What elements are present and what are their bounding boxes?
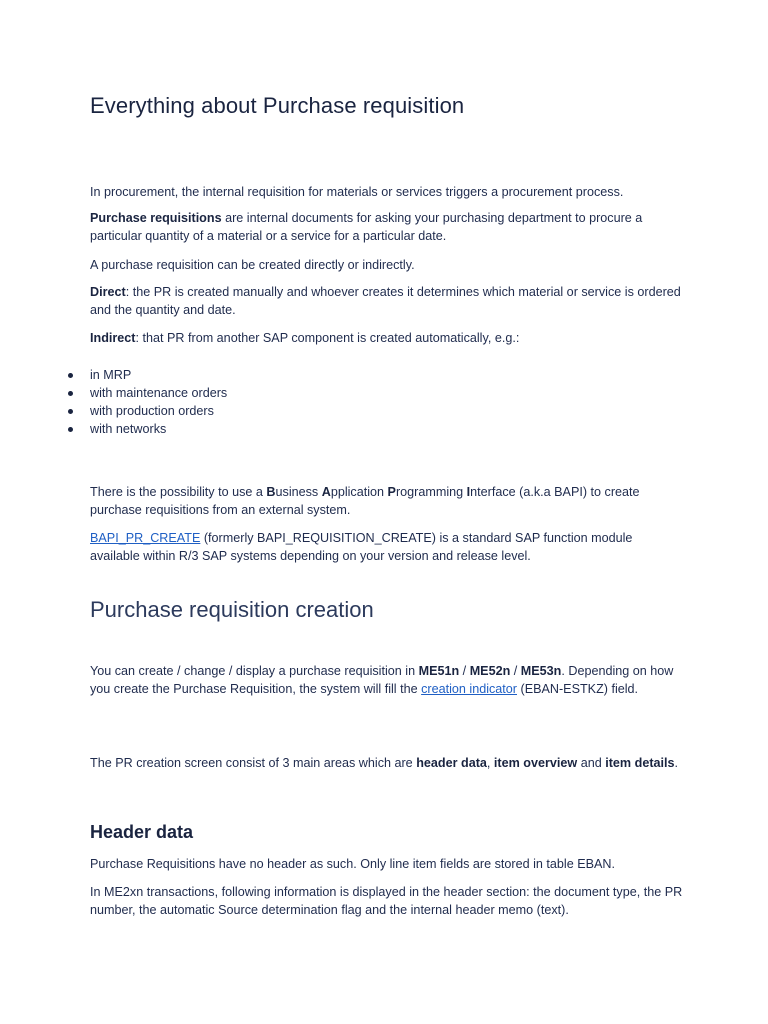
bapi-text: pplication [330,485,388,499]
term-direct: Direct [90,285,126,299]
bullet-icon [68,391,73,396]
bapi-letter-p: P [387,485,396,499]
transactions-paragraph [90,662,685,698]
direct-text: : the PR is created manually and whoever creates it determines which material or service is ordered and the quantity and date. [90,285,681,317]
bapi-text: nterface (a.k.a BAPI) to create purchase requisitions from an external system. [90,485,640,517]
bapi-text: usiness [275,485,322,499]
list-item-text: with production orders [90,404,214,418]
transactions-text: . Depending on how you create the Purchase Requisition, the system will fill the [90,664,674,696]
definition-text: are internal documents for asking your purchasing department to procure a particular quantity of a material or a service for a particular date. [90,211,643,243]
list-item [68,402,227,420]
bullet-icon [68,373,73,378]
list-item-text: in MRP [90,368,132,382]
term-header-data: header data [416,756,487,770]
header-text: Purchase Requisitions have no header as such. Only line item fields are stored in table EBAN. [90,857,616,871]
bapi-pr-create-link[interactable]: BAPI_PR_CREATE [90,531,201,545]
bapi-text: rogramming [395,485,467,499]
page-title: Everything about Purchase requisition [90,93,465,118]
header-paragraph-1 [90,855,685,873]
transaction-me53n: ME53n [520,664,562,678]
creation-modes-paragraph [90,256,685,274]
separator: and [577,756,606,770]
creation-indicator-link[interactable]: creation indicator [421,682,517,696]
bapi-function-text: (formerly BAPI_REQUISITION_CREATE) is a standard SAP function module available within R/3 SAP systems depending on your version and release level. [90,531,633,563]
term-purchase-requisitions: Purchase requisitions [90,211,222,225]
section-heading-creation: Purchase requisition creation [90,597,374,622]
intro-paragraph [90,183,685,201]
list-item [68,366,227,384]
transaction-me52n: ME52n [469,664,511,678]
list-item [68,384,227,402]
transactions-text: (EBAN-ESTKZ) field. [517,682,639,696]
intro-text: In procurement, the internal requisition for materials or services triggers a procurement process. [90,185,624,199]
term-item-details: item details [605,756,675,770]
list-item [68,420,227,438]
separator: , [486,756,494,770]
list-item-text: with networks [90,422,167,436]
transaction-me51n: ME51n [418,664,460,678]
term-indirect: Indirect [90,331,136,345]
creation-modes-text: A purchase requisition can be created directly or indirectly. [90,258,415,272]
bapi-letter-b: B [266,485,276,499]
bapi-function-paragraph [90,529,685,565]
separator: / [510,664,521,678]
separator: . [674,756,679,770]
list-item-text: with maintenance orders [90,386,228,400]
bapi-letter-i: I [466,485,471,499]
bapi-text: There is the possibility to use a [90,485,267,499]
transactions-text: You can create / change / display a purchase requisition in [90,664,419,678]
bullet-icon [68,427,73,432]
term-item-overview: item overview [493,756,578,770]
header-text: In ME2xn transactions, following information is displayed in the header section: the document type, the PR number, the automatic Source determination flag and the internal header memo (text). [90,885,683,917]
bapi-paragraph [90,483,685,519]
screen-areas-paragraph [90,754,685,772]
separator: / [459,664,470,678]
bapi-letter-a: A [321,485,331,499]
screen-areas-text: The PR creation screen consist of 3 main areas which are [90,756,417,770]
definition-paragraph [90,209,685,245]
indirect-paragraph [90,329,685,347]
direct-paragraph [90,283,685,319]
header-paragraph-2 [90,883,685,919]
section-heading-header-data: Header data [90,822,194,842]
bullet-icon [68,409,73,414]
indirect-text: : that PR from another SAP component is created automatically, e.g.: [135,331,520,345]
indirect-sources-list [68,366,227,438]
